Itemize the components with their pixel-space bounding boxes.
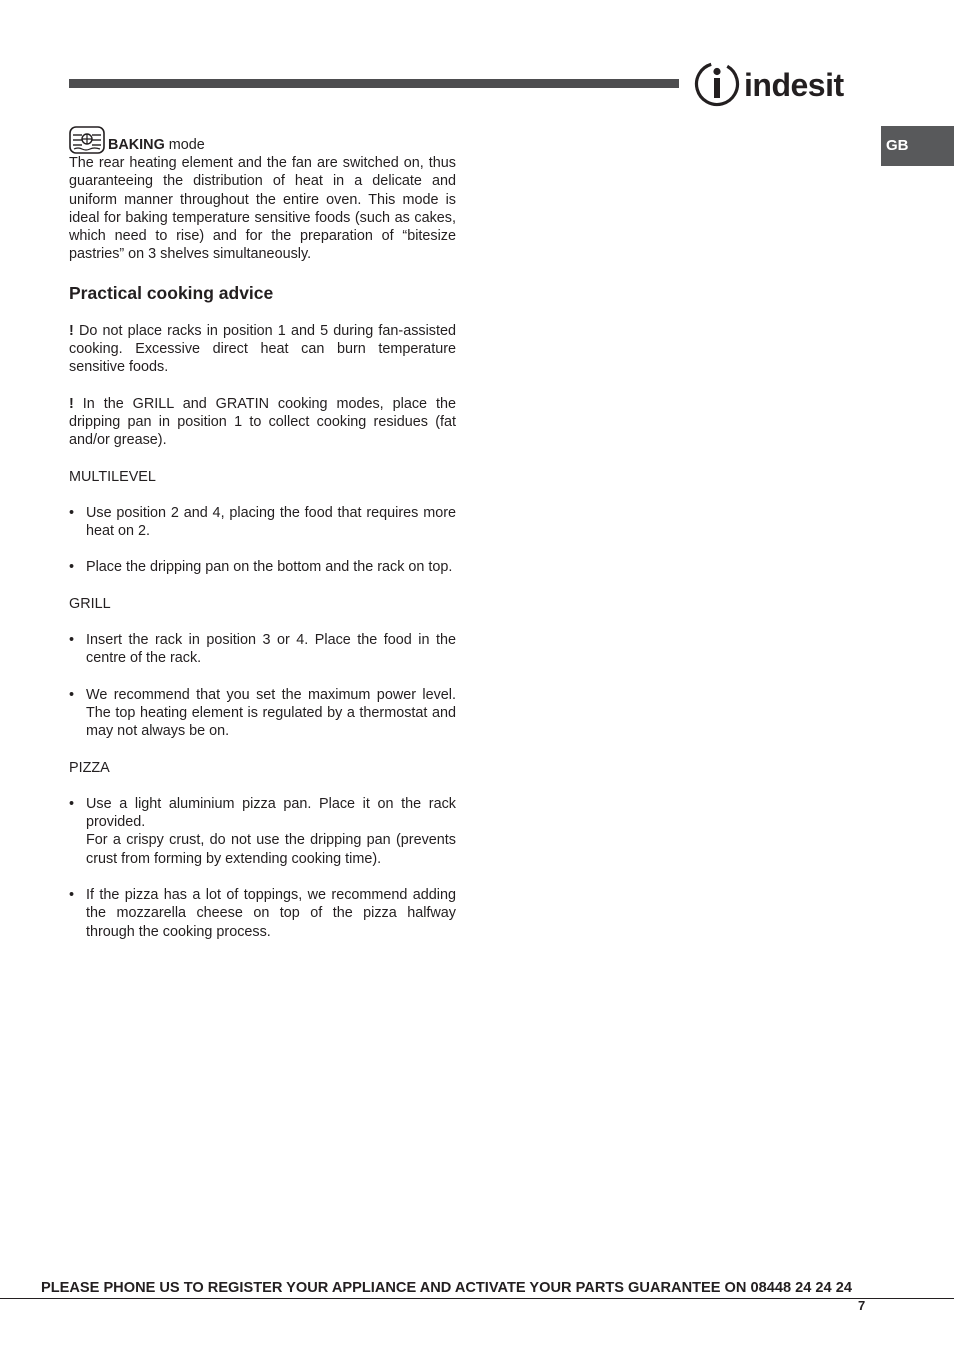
list-item: • Use position 2 and 4, placing the food that requires more heat on 2. [69, 504, 456, 541]
language-tab: GB [881, 126, 954, 166]
list-item: • Place the dripping pan on the bottom and the rack on top. [69, 558, 456, 576]
list-item: • If the pizza has a lot of toppings, we recommend adding the mozzarella cheese on top of the pizza halfway through the cooking process. [69, 886, 456, 941]
pizza-list [69, 795, 456, 941]
logo-wordmark: indesit [744, 67, 844, 103]
indesit-logo [694, 60, 869, 108]
baking-mode-icon [69, 126, 105, 154]
baking-mode-header [69, 124, 456, 154]
indesit-logo-graphic [694, 60, 869, 108]
multilevel-list [69, 504, 456, 577]
grill-list [69, 631, 456, 740]
section-heading-practical-advice: Practical cooking advice [69, 282, 274, 303]
baking-mode-title: BAKING mode [108, 136, 205, 153]
page-number: 7 [858, 1298, 866, 1313]
header-bar [69, 79, 679, 88]
baking-description: The rear heating element and the fan are switched on, thus guaranteeing the distribution of heat in a delicate and uniform manner throughout the entire oven. This mode is ideal for baking temperature sensitive foods (such as cakes, which need to rise) and for the preparation of “bitesize pastries” on 3 shelves simultaneously. [69, 155, 456, 263]
content-column [69, 124, 456, 941]
list-item: • Insert the rack in position 3 or 4. Place the food in the centre of the rack. [69, 631, 456, 668]
list-item [69, 795, 456, 868]
label-grill: GRILL [69, 595, 111, 612]
note-racks-position: ! Do not place racks in position 1 and 5 during fan-assisted cooking. Excessive direct heat can burn temperature sensitive foods. [69, 322, 456, 376]
footer-register-notice: PLEASE PHONE US TO REGISTER YOUR APPLIANCE AND ACTIVATE YOUR PARTS GUARANTEE ON 08448 24 24 24 [41, 1280, 852, 1296]
list-item-text: Use a light aluminium pizza pan. Place it on the rack provided. [86, 795, 456, 831]
label-multilevel: MULTILEVEL [69, 468, 156, 485]
note-grill-dripping-pan: ! In the GRILL and GRATIN cooking modes, place the dripping pan in position 1 to collect cooking residues (fat and/or grease). [69, 395, 456, 449]
footer-divider [0, 1298, 954, 1299]
list-item-continuation: For a crispy crust, do not use the dripping pan (prevents crust from forming by extending cooking time). [86, 832, 456, 867]
list-item: • We recommend that you set the maximum power level. The top heating element is regulated by a thermostat and may not always be on. [69, 686, 456, 741]
label-pizza: PIZZA [69, 759, 110, 776]
